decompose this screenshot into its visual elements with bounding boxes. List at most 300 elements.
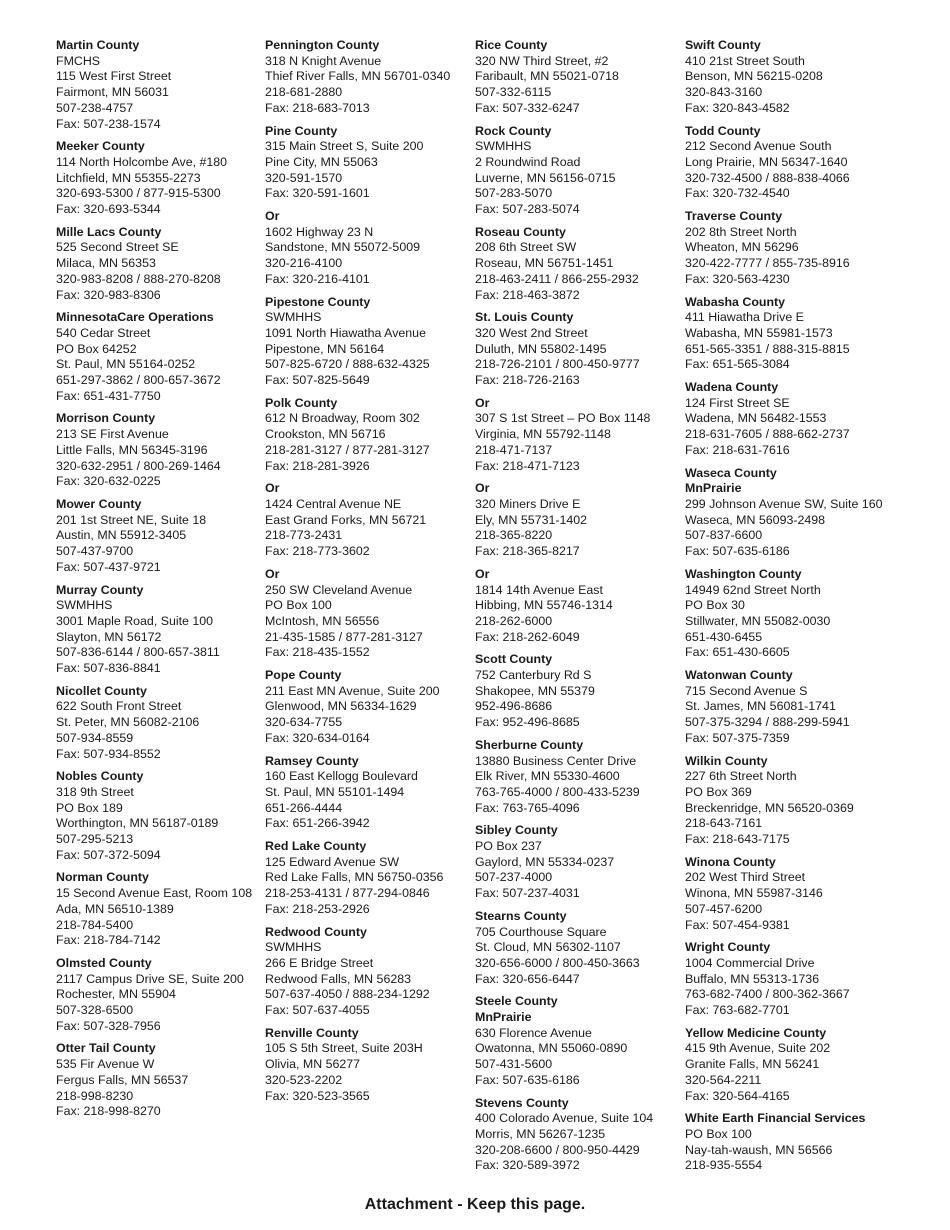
office-detail-line: 507-637-4050 / 888-234-1292 [265,987,430,1002]
office-heading: Winona County [685,854,776,869]
office-detail-line: Fax: 507-237-4031 [475,886,580,901]
directory-column-1 [56,38,286,1127]
office-detail-line: 13880 Business Center Drive [475,753,637,768]
office-detail-line: 218-262-6000 [475,613,553,628]
office-entry [475,652,685,731]
office-detail-line: Fax: 952-496-8685 [475,715,580,730]
office-detail-line: Fax: 507-934-8552 [56,746,161,761]
office-entry [475,124,685,218]
office-detail-line: 535 Fir Avenue W [56,1057,155,1072]
office-entry [475,994,685,1088]
office-detail-line: 507-836-6144 / 800-657-3811 [56,645,220,660]
office-detail-line: Waseca, MN 56093-2498 [685,512,826,527]
office-detail-line: 208 6th Street SW [475,240,577,255]
office-detail-line: Fax: 320-523-3565 [265,1088,370,1103]
office-detail-line: 218-726-2101 / 800-450-9777 [475,357,640,372]
office-heading: Traverse County [685,209,783,224]
office-detail-line: Shakopee, MN 55379 [475,683,595,698]
office-entry [265,925,495,1019]
office-detail-line: Fax: 320-564-4165 [685,1088,790,1103]
office-detail-line: Fax: 218-773-3602 [265,544,370,559]
office-detail-line: Fax: 507-328-7956 [56,1018,161,1033]
office-detail-line: East Grand Forks, MN 56721 [265,512,427,527]
office-heading: Steele County [475,994,558,1009]
office-entry [56,870,286,949]
office-detail-line: Fax: 507-454-9381 [685,917,790,932]
office-detail-line: Fax: 507-437-9721 [56,559,161,574]
office-entry [685,1026,925,1105]
office-detail-line: 218-773-2431 [265,528,343,543]
office-detail-line: PO Box 189 [56,800,123,815]
office-heading: Sherburne County [475,737,584,752]
office-entry [265,754,495,833]
office-entry [265,481,495,560]
office-detail-line: Fax: 320-216-4101 [265,271,370,286]
directory-column-2 [265,38,495,1111]
office-entry [475,738,685,817]
office-detail-line: 201 1st Street NE, Suite 18 [56,512,207,527]
office-detail-line: Crookston, MN 56716 [265,427,386,442]
office-detail-line: Pine City, MN 55063 [265,154,378,169]
office-entry [56,139,286,218]
office-heading: St. Louis County [475,310,574,325]
office-detail-line: 21-435-1585 / 877-281-3127 [265,629,423,644]
office-entry [475,396,685,475]
office-heading: Murray County [56,582,144,597]
office-detail-line: Fax: 218-463-3872 [475,287,580,302]
office-detail-line: 320-422-7777 / 855-735-8916 [685,256,850,271]
office-detail-line: 202 West Third Street [685,870,806,885]
office-detail-line: Slayton, MN 56172 [56,629,162,644]
office-detail-line: 507-837-6600 [685,528,763,543]
office-heading: Watonwan County [685,668,793,683]
office-detail-line: 320-216-4100 [265,256,343,271]
office-entry [475,225,685,304]
office-detail-line: St. James, MN 56081-1741 [685,699,836,714]
office-detail-line: Fax: 320-634-0164 [265,730,370,745]
office-entry [56,583,286,677]
office-detail-line: 211 East MN Avenue, Suite 200 [265,683,440,698]
office-detail-line: 125 Edward Avenue SW [265,854,400,869]
office-entry [685,567,925,661]
office-heading: Or [265,566,280,581]
office-detail-line: 2 Roundwind Road [475,154,581,169]
office-heading: Ramsey County [265,753,359,768]
office-detail-line: 218-463-2411 / 866-255-2932 [475,271,639,286]
office-entry [685,668,925,747]
office-detail-line: Fax: 763-765-4096 [475,800,580,815]
office-entry [265,396,495,475]
office-detail-line: Fax: 218-253-2926 [265,901,370,916]
office-detail-line: 15 Second Avenue East, Room 108 [56,886,253,901]
office-detail-line: Granite Falls, MN 56241 [685,1057,820,1072]
office-detail-line: St. Cloud, MN 56302-1107 [475,940,621,955]
office-detail-line: Roseau, MN 56751-1451 [475,256,614,271]
office-detail-line: Morris, MN 56267-1235 [475,1127,606,1141]
office-entry [685,380,925,459]
office-entry [56,225,286,304]
office-detail-line: Wabasha, MN 55981-1573 [685,325,833,340]
office-detail-line: Nay-tah-waush, MN 56566 [685,1142,833,1157]
office-heading: Polk County [265,395,338,410]
office-detail-line: 320-656-6000 / 800-450-3663 [475,955,640,970]
office-detail-line: Fax: 320-983-8306 [56,287,161,302]
office-detail-line: 213 SE First Avenue [56,427,169,442]
office-detail-line: Fax: 507-637-4055 [265,1003,370,1018]
office-detail-line: McIntosh, MN 56556 [265,613,380,628]
office-detail-line: 507-437-9700 [56,544,134,559]
office-detail-line: 218-253-4131 / 877-294-0846 [265,886,430,901]
office-detail-line: Fax: 218-998-8270 [56,1104,161,1119]
office-detail-line: PO Box 100 [685,1127,752,1141]
office-detail-line: 218-471-7137 [475,442,553,457]
directory-column-4 [685,38,925,1181]
office-entry [265,839,495,918]
office-detail-line: Fax: 218-435-1552 [265,645,370,660]
office-detail-line: 218-281-3127 / 877-281-3127 [265,442,430,457]
office-heading: Wright County [685,940,771,955]
office-detail-line: Ada, MN 56510-1389 [56,901,174,916]
office-subheading: MnPrairie [685,481,742,496]
office-detail-line: 651-565-3351 / 888-315-8815 [685,341,850,356]
office-detail-line: Hibbing, MN 55746-1314 [475,598,613,613]
office-detail-line: 1424 Central Avenue NE [265,496,402,511]
office-detail-line: 218-643-7161 [685,816,763,831]
office-entry [56,769,286,863]
office-detail-line: 318 9th Street [56,784,134,799]
office-detail-line: 763-682-7400 / 800-362-3667 [685,987,850,1002]
office-detail-line: Fax: 320-632-0225 [56,474,161,489]
office-detail-line: 507-328-6500 [56,1003,134,1018]
office-detail-line: 320-843-3160 [685,85,763,100]
office-detail-line: 114 North Holcombe Ave, #180 [56,154,228,169]
office-heading: Norman County [56,870,149,885]
office-detail-line: 218-998-8230 [56,1088,134,1103]
office-detail-line: Faribault, MN 55021-0718 [475,69,619,84]
office-detail-line: Virginia, MN 55792-1148 [475,427,611,442]
office-detail-line: 320-693-5300 / 877-915-5300 [56,186,221,201]
office-heading: Red Lake County [265,839,367,854]
office-entry [56,497,286,576]
office-detail-line: 250 SW Cleveland Avenue [265,582,413,597]
office-detail-line: 266 E Bridge Street [265,955,374,970]
office-heading: Waseca County [685,465,777,480]
office-detail-line: 651-266-4444 [265,800,343,815]
office-detail-line: Worthington, MN 56187-0189 [56,816,219,831]
office-detail-line: 320 NW Third Street, #2 [475,53,609,68]
office-detail-line: Rochester, MN 55904 [56,987,176,1002]
office-detail-line: Fax: 507-825-5649 [265,373,370,388]
office-heading: Pope County [265,668,342,683]
office-detail-line: 952-496-8686 [475,699,553,714]
office-detail-line: 320-523-2202 [265,1072,343,1087]
office-entry [265,295,495,389]
office-detail-line: Fax: 320-589-3972 [475,1158,580,1173]
office-entry [685,1111,925,1174]
office-detail-line: Fax: 651-565-3084 [685,357,790,372]
office-detail-line: Litchfield, MN 55355-2273 [56,170,201,185]
office-detail-line: PO Box 237 [475,839,542,854]
office-detail-line: SWMHHS [56,598,113,613]
office-heading: Nobles County [56,769,144,784]
office-detail-line: Fax: 651-266-3942 [265,816,370,831]
office-heading: Rock County [475,123,552,138]
page-footer-note: Attachment - Keep this page. [364,1196,586,1213]
office-detail-line: 507-825-6720 / 888-632-4325 [265,357,430,372]
office-detail-line: Breckenridge, MN 56520-0369 [685,800,854,815]
office-heading: Pine County [265,123,338,138]
office-entry [265,668,495,747]
office-detail-line: Pipestone, MN 56164 [265,341,385,356]
office-detail-line: 14949 62nd Street North [685,582,821,597]
office-detail-line: 218-681-2880 [265,85,343,100]
office-heading: Renville County [265,1025,359,1040]
office-detail-line: 630 Florence Avenue [475,1025,592,1040]
office-detail-line: 612 N Broadway, Room 302 [265,411,420,426]
office-detail-line: PO Box 64252 [56,341,137,356]
office-detail-line: 507-238-4757 [56,100,134,115]
office-heading: Wadena County [685,380,779,395]
office-detail-line: 320-208-6600 / 800-950-4429 [475,1142,640,1157]
office-detail-line: Fax: 320-732-4540 [685,186,790,201]
office-heading: Washington County [685,566,802,581]
directory-column-3 [475,38,685,1181]
office-detail-line: 1814 14th Avenue East [475,582,603,597]
office-detail-line: 299 Johnson Avenue SW, Suite 160 [685,496,883,511]
office-detail-line: Olivia, MN 56277 [265,1057,361,1072]
office-detail-line: Winona, MN 55987-3146 [685,886,823,901]
office-detail-line: Fax: 507-635-6186 [475,1072,580,1087]
office-detail-line: Wheaton, MN 56296 [685,240,799,255]
office-detail-line: 415 9th Avenue, Suite 202 [685,1041,831,1056]
office-detail-line: Duluth, MN 55802-1495 [475,341,607,356]
office-detail-line: 218-631-7605 / 888-662-2737 [685,427,850,442]
office-heading: Wabasha County [685,294,786,309]
office-detail-line: 320-632-2951 / 800-269-1464 [56,458,221,473]
office-heading: Wilkin County [685,753,768,768]
office-detail-line: Fax: 218-726-2163 [475,373,580,388]
office-detail-line: 411 Hiawatha Drive E [685,310,804,325]
office-detail-line: 320-564-2211 [685,1072,762,1087]
office-entry [56,310,286,404]
office-detail-line: 507-283-5070 [475,186,553,201]
office-detail-line: 1602 Highway 23 N [265,224,374,239]
office-detail-line: 651-430-6455 [685,629,763,644]
office-detail-line: 320 Miners Drive E [475,496,581,511]
office-heading: Or [475,566,490,581]
office-entry [265,1026,495,1105]
office-detail-line: 227 6th Street North [685,769,797,784]
office-entry [265,567,495,661]
office-detail-line: Fax: 218-262-6049 [475,629,580,644]
office-detail-line: Fax: 507-283-5074 [475,202,580,217]
office-detail-line: PO Box 30 [685,598,745,613]
office-detail-line: PO Box 369 [685,784,752,799]
office-detail-line: Austin, MN 55912-3405 [56,528,187,543]
office-heading: Todd County [685,123,761,138]
office-detail-line: Fax: 320-591-1601 [265,186,370,201]
office-detail-line: Fax: 218-784-7142 [56,933,161,948]
office-entry [685,124,925,203]
office-detail-line: 507-237-4000 [475,870,553,885]
office-detail-line: Fax: 218-643-7175 [685,832,790,847]
office-detail-line: St. Peter, MN 56082-2106 [56,715,200,730]
office-entry [56,38,286,132]
office-heading: Scott County [475,652,553,667]
office-detail-line: 752 Canterbury Rd S [475,668,592,683]
office-detail-line: Fax: 507-375-7359 [685,730,790,745]
office-detail-line: Little Falls, MN 56345-3196 [56,442,208,457]
office-detail-line: Fax: 320-693-5344 [56,202,161,217]
office-detail-line: Fergus Falls, MN 56537 [56,1072,189,1087]
office-detail-line: Fairmont, MN 56031 [56,85,169,100]
office-entry [475,823,685,902]
office-entry [265,38,495,117]
office-detail-line: 320-634-7755 [265,715,343,730]
office-detail-line: SWMHHS [265,310,322,325]
office-heading: Or [475,395,490,410]
office-detail-line: Gaylord, MN 55334-0237 [475,854,615,869]
office-detail-line: 160 East Kellogg Boulevard [265,769,418,784]
office-detail-line: Fax: 507-372-5094 [56,847,161,862]
office-detail-line: 315 Main Street S, Suite 200 [265,139,424,154]
office-detail-line: Milaca, MN 56353 [56,256,156,271]
office-detail-line: 218-935-5554 [685,1158,763,1173]
office-detail-line: Stillwater, MN 55082-0030 [685,613,831,628]
office-entry [56,956,286,1035]
county-office-directory [0,38,950,1188]
office-detail-line: Glenwood, MN 56334-1629 [265,699,417,714]
office-entry [685,754,925,848]
office-entry [685,855,925,934]
office-detail-line: FMCHS [56,53,101,68]
office-detail-line: Fax: 651-431-7750 [56,388,161,403]
office-detail-line: 400 Colorado Avenue, Suite 104 [475,1111,654,1126]
office-entry [685,940,925,1019]
office-entry [685,38,925,117]
office-detail-line: Thief River Falls, MN 56701-0340 [265,69,451,84]
office-heading: Redwood County [265,924,367,939]
office-detail-line: Fax: 763-682-7701 [685,1003,790,1018]
office-detail-line: 320-732-4500 / 888-838-4066 [685,170,850,185]
office-heading: MinnesotaCare Operations [56,310,214,325]
office-heading: Meeker County [56,139,145,154]
office-entry [56,1041,286,1120]
office-detail-line: 320 West 2nd Street [475,325,588,340]
office-detail-line: 763-765-4000 / 800-433-5239 [475,784,640,799]
office-detail-line: 218-784-5400 [56,917,134,932]
office-entry [475,38,685,117]
office-heading: Otter Tail County [56,1041,156,1056]
office-detail-line: 507-431-5600 [475,1057,553,1072]
office-detail-line: 124 First Street SE [685,395,790,410]
office-entry [475,567,685,646]
office-detail-line: 1091 North Hiawatha Avenue [265,325,426,340]
office-detail-line: Owatonna, MN 55060-0890 [475,1041,628,1056]
office-detail-line: Redwood Falls, MN 56283 [265,971,412,986]
office-detail-line: Fax: 218-683-7013 [265,100,370,115]
office-detail-line: 507-375-3294 / 888-299-5941 [685,715,850,730]
office-detail-line: 3001 Maple Road, Suite 100 [56,613,214,628]
office-detail-line: St. Paul, MN 55164-0252 [56,357,196,372]
office-detail-line: 105 S 5th Street, Suite 203H [265,1041,423,1056]
office-detail-line: Fax: 320-843-4582 [685,100,790,115]
office-heading: Morrison County [56,411,156,426]
office-detail-line: 507-295-5213 [56,832,134,847]
office-detail-line: Fax: 218-471-7123 [475,458,580,473]
office-detail-line: Fax: 320-563-4230 [685,271,790,286]
office-detail-line: Benson, MN 56215-0208 [685,69,823,84]
office-detail-line: 410 21st Street South [685,53,805,68]
office-detail-line: SWMHHS [265,940,322,955]
office-detail-line: Luverne, MN 56156-0715 [475,170,616,185]
office-detail-line: Fax: 218-365-8217 [475,544,580,559]
office-entry [475,310,685,389]
office-heading: Mower County [56,496,142,511]
office-entry [265,209,495,288]
office-detail-line: Wadena, MN 56482-1553 [685,411,827,426]
office-heading: Rice County [475,38,548,52]
office-subheading: MnPrairie [475,1010,532,1025]
office-entry [56,411,286,490]
office-detail-line: Fax: 507-836-8841 [56,661,161,676]
office-detail-line: 320-591-1570 [265,170,343,185]
office-heading: Pennington County [265,38,380,52]
office-heading: Nicollet County [56,683,147,698]
office-detail-line: 318 N Knight Avenue [265,53,382,68]
office-detail-line: 507-332-6115 [475,85,552,100]
office-heading: Pipestone County [265,294,371,309]
office-heading: Or [475,481,490,496]
office-detail-line: 715 Second Avenue S [685,683,808,698]
office-heading: Olmsted County [56,955,152,970]
office-heading: Or [265,481,280,496]
office-detail-line: 1004 Commercial Drive [685,955,815,970]
office-heading: Martin County [56,38,140,52]
office-detail-line: Long Prairie, MN 56347-1640 [685,154,848,169]
office-heading: White Earth Financial Services [685,1111,866,1126]
office-detail-line: Sandstone, MN 55072-5009 [265,240,420,255]
office-detail-line: Ely, MN 55731-1402 [475,512,588,527]
office-entry [265,124,495,203]
office-entry [685,295,925,374]
office-detail-line: Elk River, MN 55330-4600 [475,769,620,784]
office-detail-line: 651-297-3862 / 800-657-3672 [56,373,221,388]
office-detail-line: Fax: 507-238-1574 [56,116,161,131]
office-detail-line: 202 8th Street North [685,224,797,239]
office-detail-line: 2117 Campus Drive SE, Suite 200 [56,971,244,986]
office-detail-line: Fax: 507-332-6247 [475,100,580,115]
office-detail-line: Fax: 218-281-3926 [265,458,370,473]
office-entry [475,909,685,988]
office-detail-line: 218-365-8220 [475,528,553,543]
office-entry [685,209,925,288]
office-detail-line: 507-934-8559 [56,730,134,745]
office-entry [685,466,925,560]
office-entry [475,1096,685,1175]
office-detail-line: Buffalo, MN 55313-1736 [685,971,820,986]
office-entry [56,684,286,763]
office-detail-line: SWMHHS [475,139,532,154]
office-detail-line: Fax: 218-631-7616 [685,442,790,457]
office-heading: Mille Lacs County [56,224,162,239]
office-detail-line: Fax: 507-635-6186 [685,544,790,559]
office-heading: Or [265,209,280,224]
office-heading: Yellow Medicine County [685,1025,827,1040]
office-detail-line: St. Paul, MN 55101-1494 [265,784,405,799]
office-detail-line: Red Lake Falls, MN 56750-0356 [265,870,444,885]
office-detail-line: 115 West First Street [56,69,172,84]
